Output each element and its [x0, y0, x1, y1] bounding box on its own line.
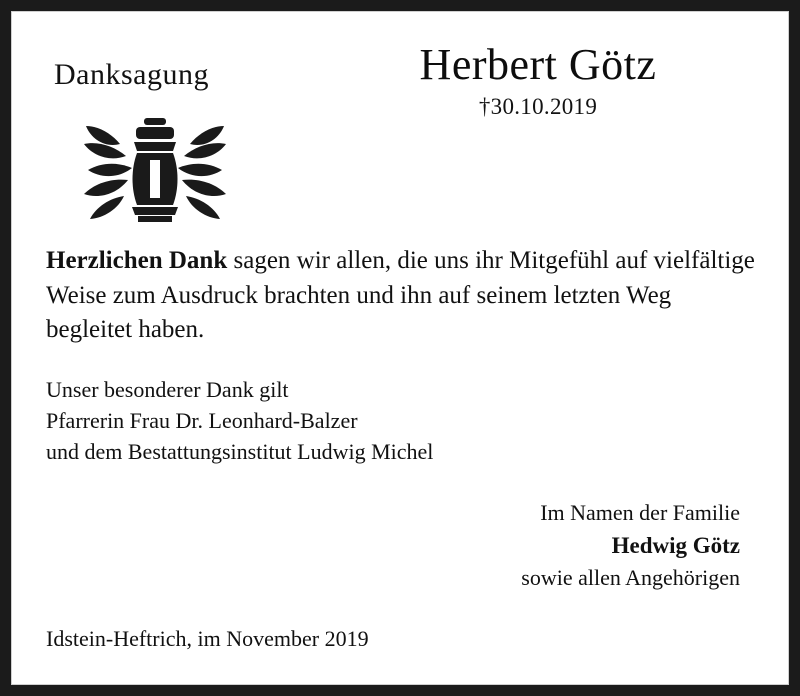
family-signature-block — [46, 497, 758, 594]
deceased-name: Herbert Götz — [419, 40, 657, 89]
special-thanks-block — [46, 374, 758, 468]
place-and-date: Idstein-Heftrich, im November 2019 — [46, 626, 369, 651]
family-line-3: sowie allen Angehörigen — [521, 565, 740, 591]
special-thanks-line-1: Unser besonderer Dank gilt — [46, 376, 289, 402]
notice-kind-label: Danksagung — [54, 58, 209, 91]
special-thanks-line-2: Pfarrerin Frau Dr. Leonhard-Balzer — [46, 407, 358, 433]
deceased-name-block — [328, 42, 748, 120]
thanks-rest: sagen wir allen, die uns ihr Mitgefühl auf vielfältige Weise zum Ausdruck brachten und ihn auf seinem letzten Weg begleitet haben. — [46, 247, 755, 343]
notice-body — [46, 244, 758, 594]
thanks-paragraph — [46, 244, 758, 348]
funeral-urn-with-laurel-ornament-icon — [40, 110, 270, 230]
obituary-card — [11, 11, 789, 685]
special-thanks-line-3: und dem Bestattungsinstitut Ludwig Michel — [46, 438, 434, 464]
death-date: †30.10.2019 — [478, 94, 598, 120]
family-line-1: Im Namen der Familie — [540, 500, 740, 526]
family-name: Hedwig Götz — [611, 533, 740, 559]
thanks-lead: Herzlichen Dank — [46, 247, 228, 274]
